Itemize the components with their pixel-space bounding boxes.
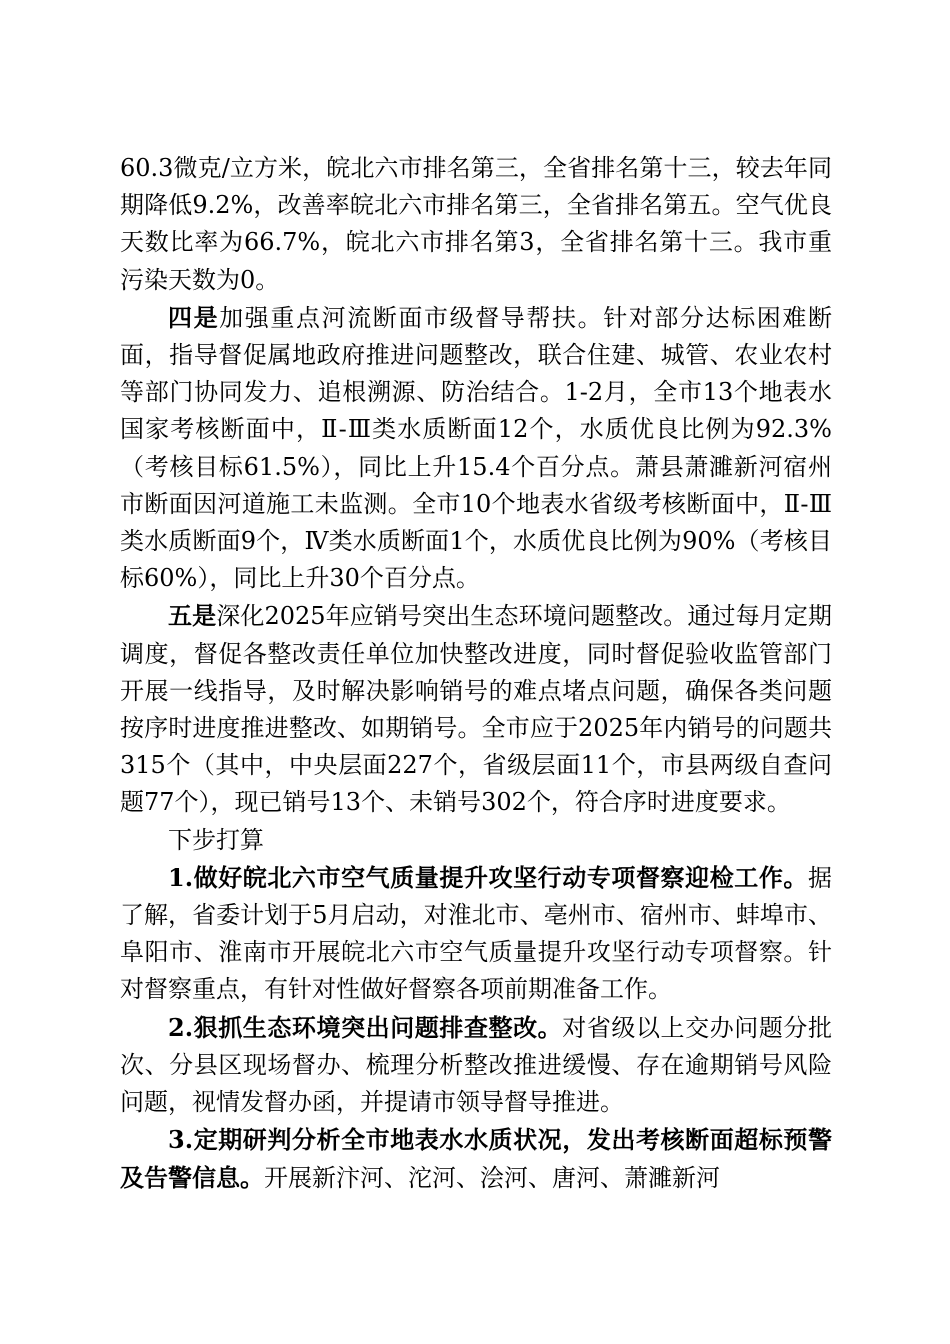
paragraph-problem-rectification [120,597,832,821]
paragraph-air-quality [120,150,832,299]
paragraph-river-supervision [120,299,832,598]
paragraph-next-step-3 [120,1121,832,1197]
paragraph-lead: 1.做好皖北六市空气质量提升攻坚行动专项督察迎检工作。 [168,862,808,892]
paragraph-text: 加强重点河流断面市级督导帮扶。针对部分达标困难断面，指导督促属地政府推进问题整改，联合住建、城管、农业农村等部门协同发力、追根溯源、防治结合。1-2月，全市13个地表水国家考核断面中，Ⅱ-Ⅲ类水质断面12个，水质优良比例为92.3%（考核目标61.5%），同比上升15.4个百分点。萧县萧濉新河宿州市断面因河道施工未监测。全市10个地表水省级考核断面中，Ⅱ-Ⅲ类水质断面9个，Ⅳ类水质断面1个，水质优良比例为90%（考核目标60%），同比上升30个百分点。 [120,303,833,593]
paragraph-text: 60.3微克/立方米，皖北六市排名第三，全省排名第十三，较去年同期降低9.2%，改善率皖北六市排名第三，全省排名第五。空气优良天数比率为66.7%，皖北六市排名第3，全省排名第十三。我市重污染天数为0。 [120,154,832,294]
document-page [120,150,832,1198]
paragraph-next-step-2 [120,1009,832,1122]
section-heading: 下步打算 [168,825,264,854]
paragraph-text: 开展新汴河、沱河、浍河、唐河、萧濉新河 [264,1164,720,1193]
section-heading-next-steps [120,822,832,859]
paragraph-text: 据了解，省委计划于5月启动，对淮北市、亳州市、宿州市、蚌埠市、阜阳市、淮南市开展皖北六市空气质量提升攻坚行动专项督察。针对督察重点，有针对性做好督察各项前期准备工作。 [120,863,832,1004]
paragraph-text: 深化2025年应销号突出生态环境问题整改。通过每月定期调度，督促各整改责任单位加快整改进度，同时督促验收监管部门开展一线指导，及时解决影响销号的难点堵点问题，确保各类问题按序时进度推进整改、如期销号。全市应于2025年内销号的问题共315个（其中，中央层面227个，省级层面11个，市县两级自查问题77个），现已销号13个、未销号302个，符合序时进度要求。 [120,602,832,817]
paragraph-lead: 四是 [168,302,220,332]
paragraph-lead: 五是 [168,601,217,631]
paragraph-lead: 3.定期研判分析全市地表水水质状况，发出考核断面超标预警及告警信息。 [120,1125,832,1193]
paragraph-lead: 2.狠抓生态环境突出问题排查整改。 [168,1012,563,1042]
paragraph-next-step-1 [120,859,832,1009]
paragraph-text: 对省级以上交办问题分批次、分县区现场督办、梳理分析整改推进缓慢、存在逾期销号风险问题，视情发督办函，并提请市领导督导推进。 [120,1013,832,1117]
